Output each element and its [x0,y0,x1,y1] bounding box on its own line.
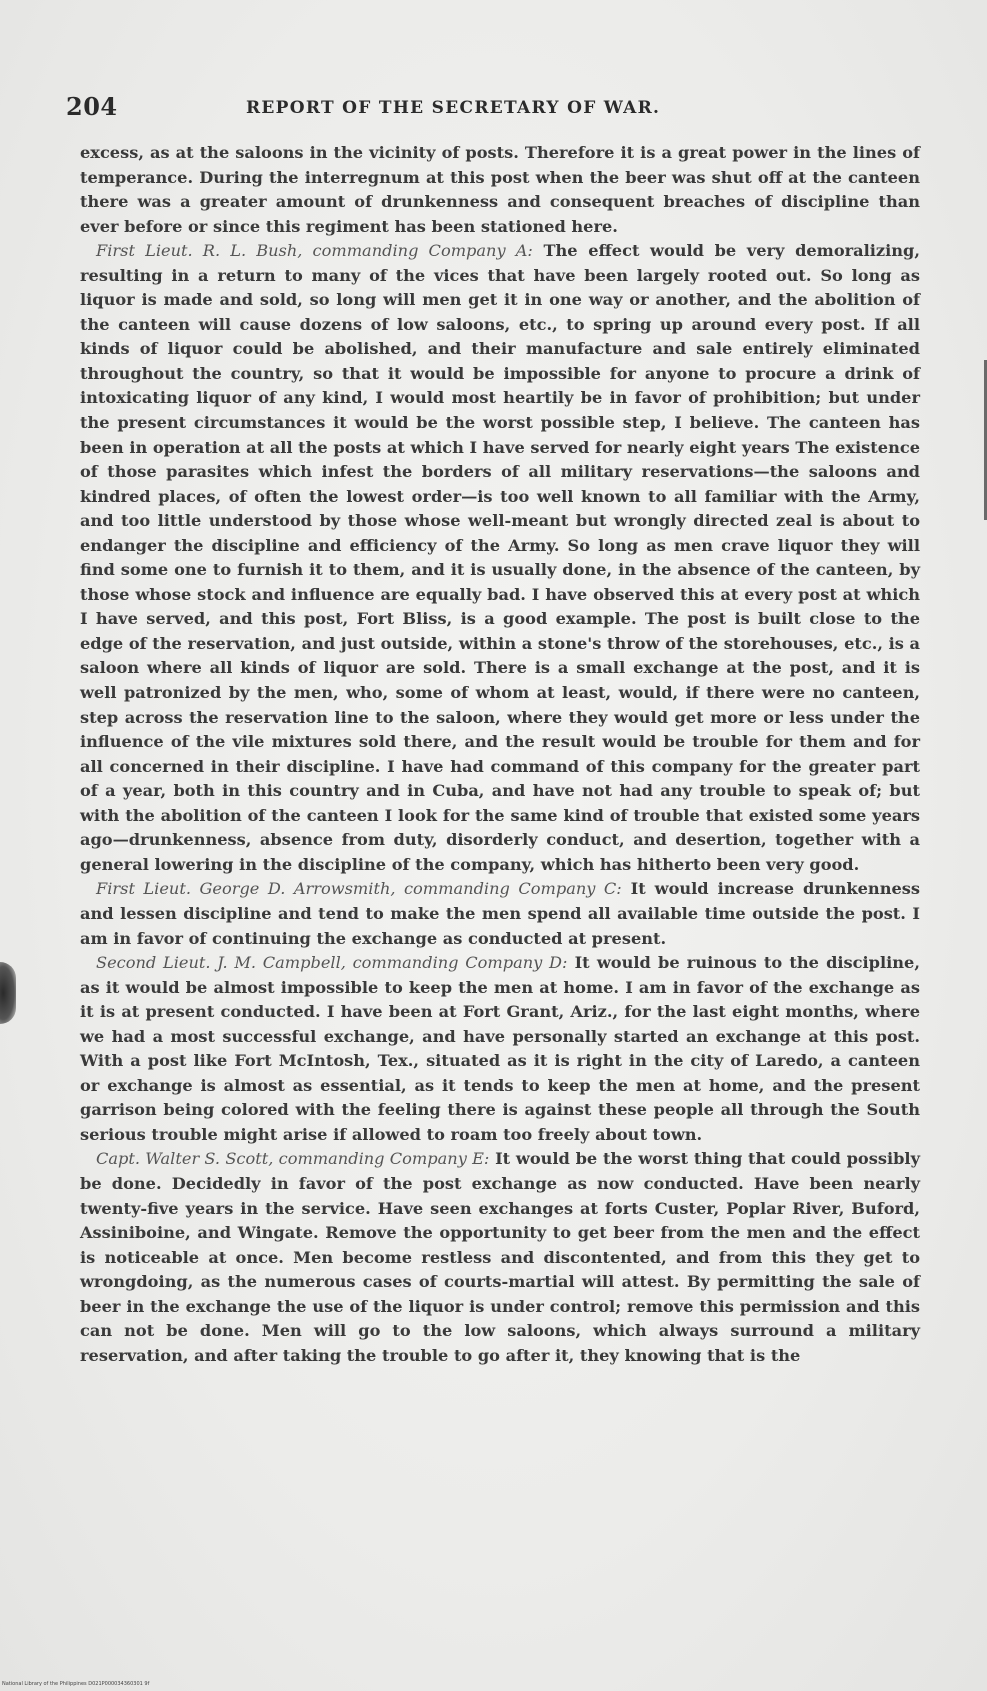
paragraph-text: It would be the worst thing that could possibly be done. Decidedly in favor of the post exchange as now conducted. Have been nearly twenty-five years in the service. Have seen exchanges at forts Custer, Poplar River, Buford, Assiniboine, and Wingate. Remove the opportunity to get beer from the men and the effect is noticeable at once. Men become restless and discontented, and from this they get to wrongdoing, as the numerous cases of courts-martial will attest. By permitting the sale of beer in the exchange the use of the liquor is under control; remove this permission and this can not be done. Men will go to the low saloons, which always surround a military reservation, and after taking the trouble to go after it, they knowing that is the [80,1149,920,1365]
page-header [66,92,924,126]
paragraph-text: excess, as at the saloons in the vicinity of posts. Therefore it is a great power in the lines of temperance. During the interregnum at this post when the beer was shut off at the canteen there was a greater amount of drunkenness and consequent breaches of discipline than ever before or since this regiment has been stationed here. [80,143,920,236]
body-text [80,141,920,1368]
speaker-label: First Lieut. George D. Arrowsmith, commanding Company C: [96,879,622,899]
paragraph-3 [80,951,920,1147]
speaker-label: First Lieut. R. L. Bush, commanding Company A: [96,241,533,261]
speaker-label: Second Lieut. J. M. Campbell, commanding Company D: [96,953,568,973]
paragraph-text: It would be ruinous to the discipline, as it would be almost impossible to keep the men at home. I am in favor of the exchange as it is at present conducted. I have been at Fort Grant, Ariz., for the last eight months, where we had a most successful exchange, and have personally started an exchange at this post. With a post like Fort McIntosh, Tex., situated as it is right in the city of Laredo, a canteen or exchange is almost as essential, as it tends to keep the men at home, and the present garrison being colored with the feeling there is against these people all through the South serious trouble might arise if allowed to roam too freely about town. [80,953,920,1144]
scan-thumb-shadow [0,962,16,1024]
running-head: REPORT OF THE SECRETARY OF WAR. [246,98,661,118]
paragraph-0 [80,141,920,239]
paragraph-text: It would increase drunkenness and lessen discipline and tend to make the men spend all available time outside the post. I am in favor of continuing the exchange as conducted at present. [80,879,920,948]
page-number: 204 [66,92,118,121]
paragraph-text: The effect would be very demoralizing, resulting in a return to many of the vices that have been largely rooted out. So long as liquor is made and sold, so long will men get it in one way or another, and the abolition of the canteen will cause dozens of low saloons, etc., to spring up around every post. If all kinds of liquor could be abolished, and their manufacture and sale entirely eliminated throughout the country, so that it would be impossible for anyone to procure a drink of intoxicating liquor of any kind, I would most heartily be in favor of prohibition; but under the present circumstances it would be the worst possible step, I believe. The canteen has been in operation at all the posts at which I have served for nearly eight years The existence of those parasites which infest the borders of all military reservations—the saloons and kindred places, of often the lowest order—is too well known to all familiar with the Army, and too little understood by those whose well-meant but wrongly directed zeal is about to endanger the discipline and efficiency of the Army. So long as men crave liquor they will find some one to furnish it to them, and it is usually done, in the absence of the canteen, by those whose stock and influence are equally bad. I have observed this at every post at which I have served, and this post, Fort Bliss, is a good example. The post is built close to the edge of the reservation, and just outside, within a stone's throw of the storehouses, etc., is a saloon where all kinds of liquor are sold. There is a small exchange at the post, and it is well patronized by the men, who, some of whom at least, would, if there were no canteen, step across the reservation line to the saloon, where they would get more or less under the influence of the vile mixtures sold there, and the result would be trouble for them and for all concerned in their discipline. I have had command of this company for the greater part of a year, both in this country and in Cuba, and have not had any trouble to speak of; but with the abolition of the canteen I look for the same kind of trouble that existed some years ago—drunkenness, absence from duty, disorderly conduct, and desertion, together with a general lowering in the discipline of the company, which has hitherto been very good. [80,241,920,874]
paragraph-2 [80,877,920,951]
paragraph-4 [80,1147,920,1368]
paragraph-1 [80,239,920,877]
speaker-label: Capt. Walter S. Scott, commanding Company E: [96,1149,490,1169]
scan-footer-note: National Library of the Philippines D021P000034360301 9f [2,1681,150,1687]
